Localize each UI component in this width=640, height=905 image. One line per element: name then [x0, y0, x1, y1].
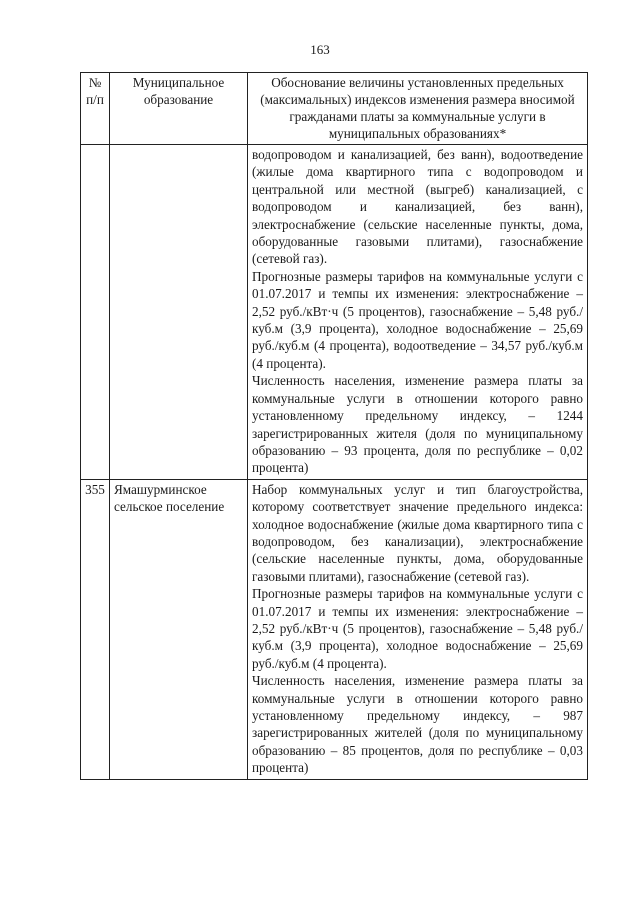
header-justification: Обоснование величины установленных предельных (максимальных) индексов изменения размера вносимой гражданами платы за коммунальные услуги в муниципальных образованиях* — [248, 73, 588, 145]
population-paragraph: Численность населения, изменение размера платы за коммунальные услуги в отношении которого равно установленному предельному индексу, – 1244 зарегистрированных жителя (доля по муниципальному образованию – 93 процента, доля по республике – 0,02 процента) — [252, 373, 583, 476]
table-row — [81, 479, 588, 779]
table-row — [81, 145, 588, 480]
municipality-name — [110, 145, 248, 480]
tariffs-paragraph: Прогнозные размеры тарифов на коммунальные услуги с 01.07.2017 и темпы их изменения: электроснабжение – 2,52 руб./кВт·ч (5 процентов), газоснабжение – 5,48 руб./куб.м (3,9 процента), холодное водоснабжение – 25,69 руб./куб.м (4 процента), водоотведение – 34,57 руб./куб.м (4 процента). — [252, 268, 583, 371]
justification-cell — [248, 479, 588, 779]
population-paragraph: Численность населения, изменение размера платы за коммунальные услуги в отношении которого равно установленному предельному индексу, – 987 зарегистрированных жителей (доля по муниципальному образованию – 85 процентов, доля по республике – 0,03 процента) — [252, 673, 583, 776]
services-paragraph: Набор коммунальных услуг и тип благоустройства, которому соответствует значение предельного индекса: холодное водоснабжение (жилые дома квартирного типа с водопроводом, без канализации), электроснабжение (сельские населенные пункты, дома, оборудованные газовыми плитами), газоснабжение (сетевой газ). — [252, 481, 583, 584]
services-paragraph: водопроводом и канализацией, без ванн), водоотведение (жилые дома квартирного типа с водопроводом и центральной или местной (выгреб) канализацией, с водопроводом и канализацией, без ванн), электроснабжение (сельские населенные пункты, дома, оборудованные газовыми плитами), газоснабжение (сетевой газ). — [252, 147, 583, 267]
tariffs-paragraph: Прогнозные размеры тарифов на коммунальные услуги с 01.07.2017 и темпы их изменения: электроснабжение – 2,52 руб./кВт·ч (5 процентов), газоснабжение – 5,48 руб./куб.м (3,9 процента), холодное водоснабжение – 25,69 руб./куб.м (4 процента). — [252, 586, 583, 671]
table-header-row — [81, 73, 588, 145]
row-number: 355 — [81, 479, 110, 779]
municipality-name: Ямашурминское сельское поселение — [110, 479, 248, 779]
header-number: № п/п — [81, 73, 110, 145]
page-number: 163 — [310, 42, 330, 57]
justification-cell — [248, 145, 588, 480]
row-number — [81, 145, 110, 480]
header-municipality: Муниципальное образование — [110, 73, 248, 145]
tariff-index-table — [80, 72, 588, 780]
